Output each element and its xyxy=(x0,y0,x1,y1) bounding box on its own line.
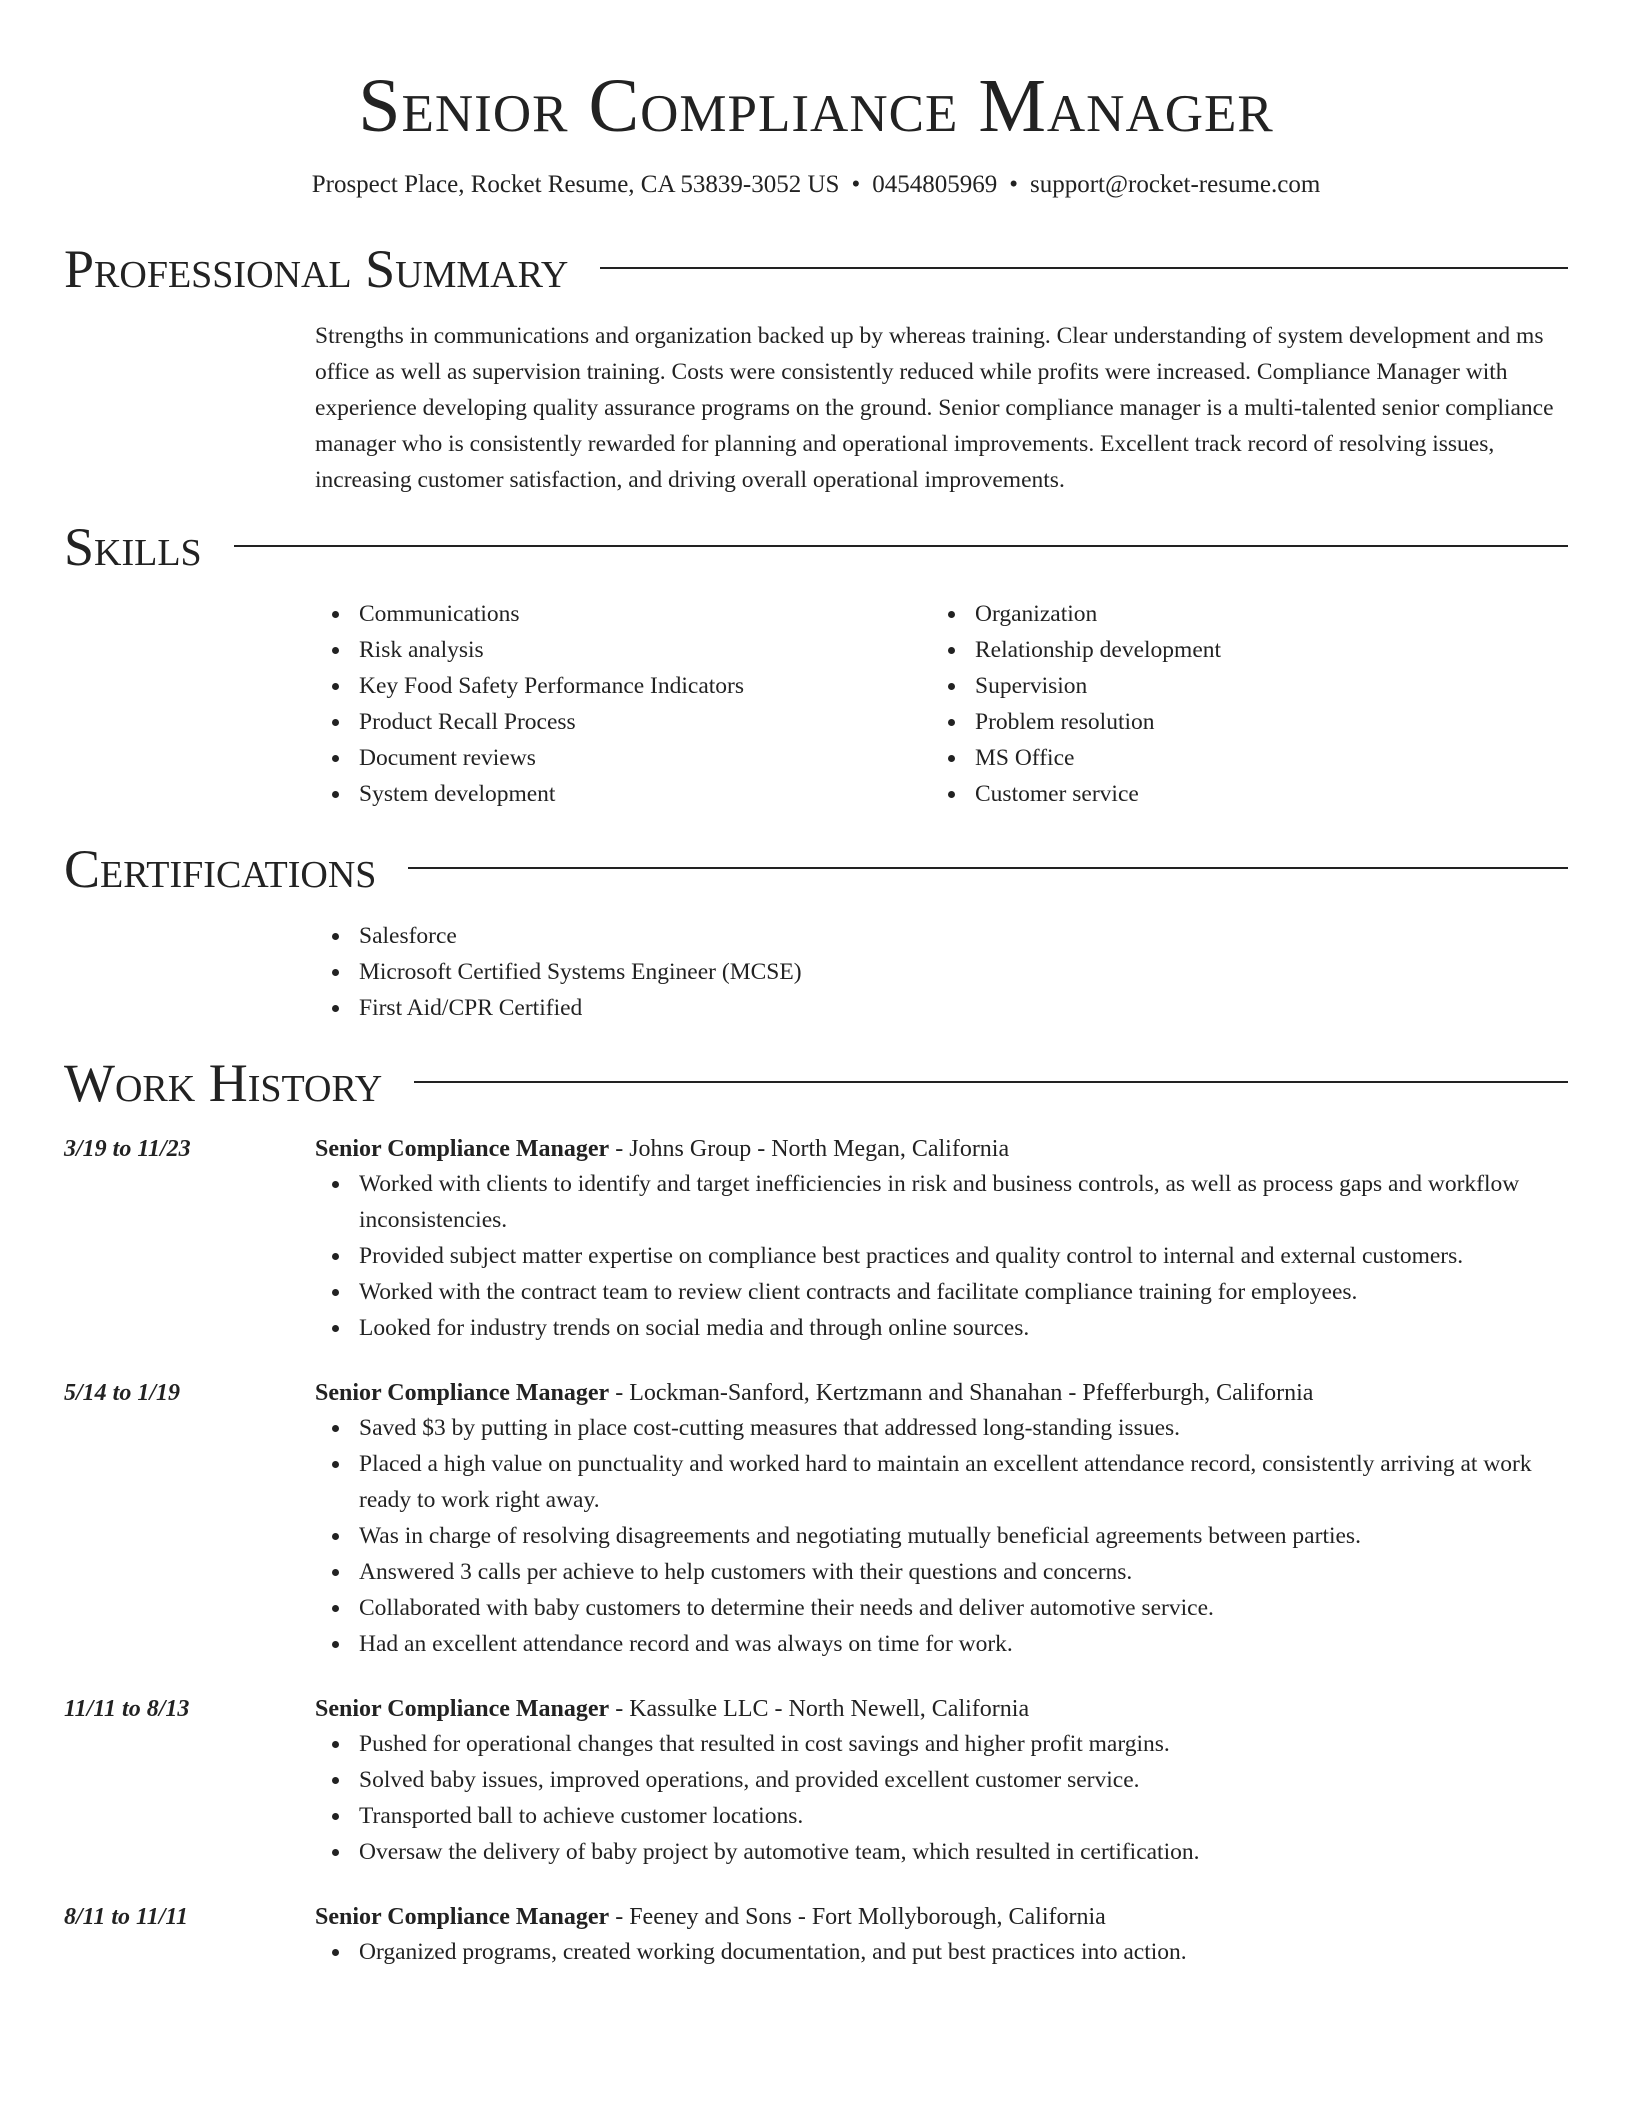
job-body xyxy=(315,1692,1568,1870)
job-title: Senior Compliance Manager xyxy=(315,1136,610,1162)
job-dates: 11/11 to 8/13 xyxy=(64,1696,190,1722)
contact-address: Prospect Place, Rocket Resume, CA 53839-3052 US xyxy=(311,171,840,198)
job-dates: 5/14 to 1/19 xyxy=(64,1380,181,1406)
contact-email: support@rocket-resume.com xyxy=(1029,171,1321,198)
summary-text: Strengths in communications and organization backed up by whereas training. Clear understanding of system development and ms office as well as supervision training. Costs were consistently reduced while profits were increased. Compliance Manager with experience developing quality assurance programs on the ground. Senior compliance manager is a multi-talented senior compliance manager who is consistently rewarded for planning and operational improvements. Excellent track record of resolving issues, increasing customer satisfaction, and driving overall operational improvements. xyxy=(315,323,1554,493)
skill-item: Customer service xyxy=(975,776,1547,812)
job-bullets xyxy=(315,1410,1568,1662)
skill-item: Key Food Safety Performance Indicators xyxy=(359,668,931,704)
section-title-work-history: Work History xyxy=(64,1053,383,1113)
job-dates: 3/19 to 11/23 xyxy=(64,1136,191,1162)
contact-phone: 0454805969 xyxy=(872,171,998,198)
section-title-skills: Skills xyxy=(64,517,202,577)
job-bullet: Was in charge of resolving disagreements and negotiating mutually beneficial agreements between parties. xyxy=(359,1518,1568,1554)
certification-item: Microsoft Certified Systems Engineer (MCSE) xyxy=(359,954,1568,990)
job-bullet: Transported ball to achieve customer locations. xyxy=(359,1798,1568,1834)
section-header xyxy=(64,238,1568,300)
job-bullet: Answered 3 calls per achieve to help customers with their questions and concerns. xyxy=(359,1554,1568,1590)
job-bullets xyxy=(315,1934,1568,1970)
work-history-list xyxy=(64,1132,1568,1970)
job-body xyxy=(315,1376,1568,1662)
skills-left-list xyxy=(315,596,931,812)
job-bullet: Worked with clients to identify and target inefficiencies in risk and business controls, as well as process gaps and workflow inconsistencies. xyxy=(359,1166,1568,1238)
skill-item: Communications xyxy=(359,596,931,632)
skill-item: Organization xyxy=(975,596,1547,632)
skills-right-list xyxy=(931,596,1547,812)
job-header xyxy=(315,1900,1568,1934)
job-entry xyxy=(64,1132,1568,1346)
job-title: Senior Compliance Manager xyxy=(315,1696,610,1722)
section-title-summary: Professional Summary xyxy=(64,239,569,299)
certifications-list xyxy=(315,918,1568,1026)
contact-separator: • xyxy=(851,171,861,198)
job-company-location: - Lockman-Sanford, Kertzmann and Shanahan - Pfefferburgh, California xyxy=(609,1380,1314,1406)
section-header xyxy=(64,838,1568,900)
job-bullet: Solved baby issues, improved operations, and provided excellent customer service. xyxy=(359,1762,1568,1798)
job-bullet: Pushed for operational changes that resulted in cost savings and higher profit margins. xyxy=(359,1726,1568,1762)
job-company-location: - Johns Group - North Megan, California xyxy=(609,1136,1010,1162)
skills-list xyxy=(315,596,1568,812)
job-body xyxy=(315,1900,1568,1970)
job-bullet: Saved $3 by putting in place cost-cutting measures that addressed long-standing issues. xyxy=(359,1410,1568,1446)
section-header xyxy=(64,516,1568,578)
job-header xyxy=(315,1132,1568,1166)
job-body xyxy=(315,1132,1568,1346)
job-bullet: Oversaw the delivery of baby project by automotive team, which resulted in certification. xyxy=(359,1834,1568,1870)
job-bullet: Worked with the contract team to review client contracts and facilitate compliance training for employees. xyxy=(359,1274,1568,1310)
job-bullets xyxy=(315,1166,1568,1346)
job-bullet: Organized programs, created working documentation, and put best practices into action. xyxy=(359,1934,1568,1970)
job-entry xyxy=(64,1900,1568,1970)
skills-column-left xyxy=(315,596,931,812)
section-title-certifications: Certifications xyxy=(64,839,377,899)
job-dates: 8/11 to 11/11 xyxy=(64,1904,189,1930)
summary-section xyxy=(64,238,1568,498)
job-entry xyxy=(64,1692,1568,1870)
resume-name: Senior Compliance Manager xyxy=(358,64,1274,148)
job-bullet: Placed a high value on punctuality and worked hard to maintain an excellent attendance record, consistently arriving at work ready to work right away. xyxy=(359,1446,1568,1518)
section-divider xyxy=(414,1081,1568,1083)
job-title: Senior Compliance Manager xyxy=(315,1380,610,1406)
contact-info xyxy=(64,168,1568,202)
skill-item: Product Recall Process xyxy=(359,704,931,740)
skill-item: System development xyxy=(359,776,931,812)
section-divider xyxy=(234,545,1568,547)
job-header xyxy=(315,1692,1568,1726)
job-header xyxy=(315,1376,1568,1410)
certification-item: Salesforce xyxy=(359,918,1568,954)
job-entry xyxy=(64,1376,1568,1662)
skills-section xyxy=(64,516,1568,812)
job-bullet: Provided subject matter expertise on compliance best practices and quality control to internal and external customers. xyxy=(359,1238,1568,1274)
section-divider xyxy=(408,867,1568,869)
job-company-location: - Kassulke LLC - North Newell, California xyxy=(609,1696,1030,1722)
work-history-section xyxy=(64,1052,1568,1970)
job-bullet: Looked for industry trends on social media and through online sources. xyxy=(359,1310,1568,1346)
skill-item: Problem resolution xyxy=(975,704,1547,740)
skill-item: MS Office xyxy=(975,740,1547,776)
job-title: Senior Compliance Manager xyxy=(315,1904,610,1930)
skill-item: Risk analysis xyxy=(359,632,931,668)
job-company-location: - Feeney and Sons - Fort Mollyborough, California xyxy=(609,1904,1106,1930)
job-bullets xyxy=(315,1726,1568,1870)
certification-item: First Aid/CPR Certified xyxy=(359,990,1568,1026)
skills-column-right xyxy=(931,596,1547,812)
skill-item: Document reviews xyxy=(359,740,931,776)
certifications-bullets xyxy=(315,918,1568,1026)
section-header xyxy=(64,1052,1568,1114)
skill-item: Relationship development xyxy=(975,632,1547,668)
summary-body xyxy=(315,318,1568,498)
job-bullet: Had an excellent attendance record and was always on time for work. xyxy=(359,1626,1568,1662)
section-divider xyxy=(600,267,1568,269)
job-bullet: Collaborated with baby customers to determine their needs and deliver automotive service. xyxy=(359,1590,1568,1626)
contact-separator: • xyxy=(1009,171,1018,198)
skill-item: Supervision xyxy=(975,668,1547,704)
certifications-section xyxy=(64,838,1568,1026)
